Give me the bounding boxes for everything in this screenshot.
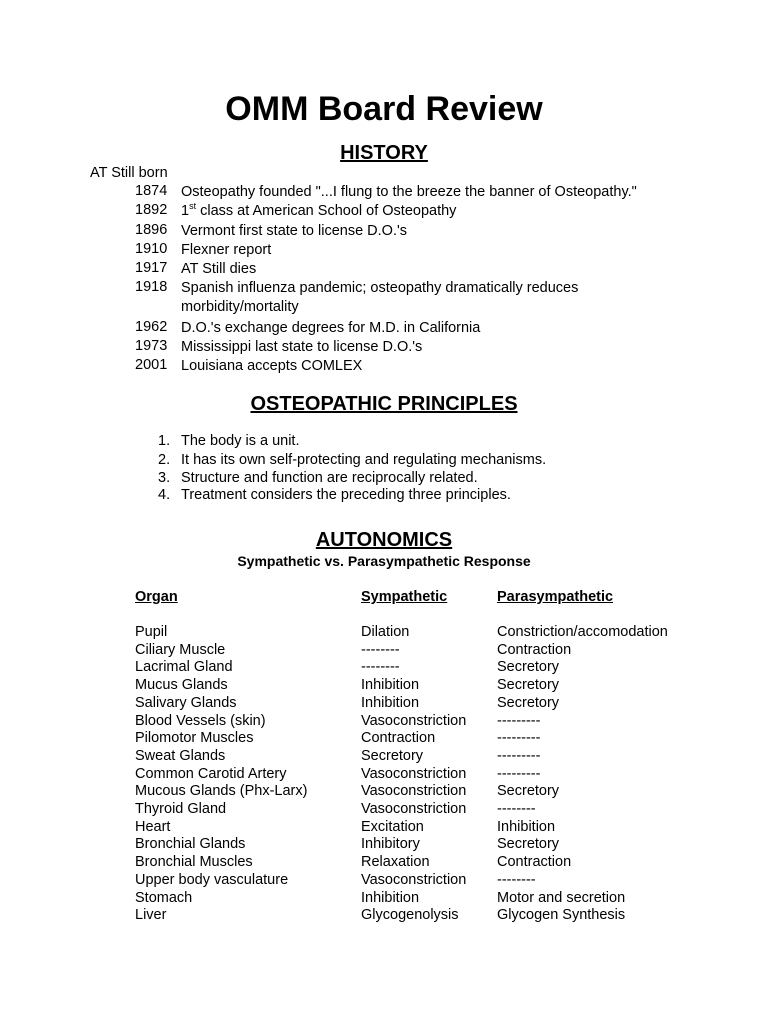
history-text: Louisiana accepts COMLEX bbox=[181, 358, 363, 374]
parasympathetic-cell: Glycogen Synthesis bbox=[497, 907, 626, 924]
organ-cell: Common Carotid Artery bbox=[135, 765, 287, 782]
parasympathetic-cell: --------- bbox=[497, 712, 541, 729]
parasympathetic-cell: Secretory bbox=[497, 783, 560, 800]
organ-cell: Sweat Glands bbox=[135, 747, 226, 764]
column-header-organ: Organ bbox=[135, 589, 178, 605]
page-title: OMM Board Review bbox=[225, 90, 543, 128]
sympathetic-cell: Vasoconstriction bbox=[361, 712, 467, 729]
principle-text: The body is a unit. bbox=[181, 433, 300, 449]
parasympathetic-cell: --------- bbox=[497, 747, 541, 764]
history-text: Osteopathy founded "...I flung to the breeze the banner of Osteopathy." bbox=[181, 184, 637, 200]
sympathetic-cell: Contraction bbox=[361, 730, 436, 747]
organ-cell: Blood Vessels (skin) bbox=[135, 712, 266, 729]
organ-cell: Pupil bbox=[135, 624, 168, 640]
sympathetic-cell: Excitation bbox=[361, 818, 424, 835]
sympathetic-cell: Glycogenolysis bbox=[361, 907, 459, 924]
history-year: 1892 bbox=[135, 202, 168, 218]
history-text: Mississippi last state to license D.O.'s bbox=[181, 339, 423, 355]
organ-cell: Pilomotor Muscles bbox=[135, 730, 254, 747]
history-year: 1962 bbox=[135, 319, 168, 335]
parasympathetic-cell: Secretory bbox=[497, 677, 560, 694]
column-header-parasympathetic: Parasympathetic bbox=[497, 589, 614, 605]
parasympathetic-cell: Contraction bbox=[497, 854, 572, 871]
sympathetic-cell: Secretory bbox=[361, 747, 424, 764]
history-text: Vermont first state to license D.O.'s bbox=[181, 223, 407, 239]
organ-cell: Upper body vasculature bbox=[135, 871, 289, 888]
parasympathetic-cell: --------- bbox=[497, 730, 541, 747]
organ-cell: Lacrimal Gland bbox=[135, 659, 233, 676]
organ-cell: Bronchial Muscles bbox=[135, 854, 253, 871]
parasympathetic-cell: Inhibition bbox=[497, 818, 556, 835]
sympathetic-cell: -------- bbox=[361, 641, 400, 658]
organ-cell: Stomach bbox=[135, 889, 193, 906]
sympathetic-cell: Inhibitory bbox=[361, 836, 420, 853]
organ-cell: Liver bbox=[135, 907, 167, 924]
parasympathetic-cell: Contraction bbox=[497, 641, 572, 658]
history-year: 1918 bbox=[135, 279, 168, 295]
parasympathetic-cell: Secretory bbox=[497, 659, 560, 676]
autonomics-subtitle: Sympathetic vs. Parasympathetic Response bbox=[237, 553, 531, 569]
parasympathetic-cell: Secretory bbox=[497, 694, 560, 711]
principles-heading: OSTEOPATHIC PRINCIPLES bbox=[250, 393, 518, 415]
principle-text: It has its own self-protecting and regulating mechanisms. bbox=[181, 452, 547, 468]
principle-number: 2. bbox=[158, 452, 171, 468]
sympathetic-cell: Inhibition bbox=[361, 694, 420, 711]
sympathetic-cell: Vasoconstriction bbox=[361, 801, 467, 817]
history-text: Spanish influenza pandemic; osteopathy dramatically reduces morbidity/mortality bbox=[181, 280, 579, 315]
principle-number: 1. bbox=[158, 433, 171, 449]
sympathetic-cell: Vasoconstriction bbox=[361, 783, 467, 800]
principle-text: Treatment considers the preceding three principles. bbox=[181, 487, 511, 503]
organ-cell: Salivary Glands bbox=[135, 694, 237, 711]
sympathetic-cell: Relaxation bbox=[361, 854, 430, 871]
organ-cell: Bronchial Glands bbox=[135, 836, 246, 853]
autonomics-heading: AUTONOMICS bbox=[315, 529, 453, 551]
organ-cell: Ciliary Muscle bbox=[135, 641, 226, 658]
sympathetic-cell: -------- bbox=[361, 659, 400, 676]
sympathetic-cell: Vasoconstriction bbox=[361, 871, 467, 888]
parasympathetic-cell: -------- bbox=[497, 801, 536, 817]
principle-number: 3. bbox=[158, 470, 171, 486]
parasympathetic-cell: Secretory bbox=[497, 836, 560, 853]
sympathetic-cell: Inhibition bbox=[361, 889, 420, 906]
organ-cell: Mucus Glands bbox=[135, 677, 228, 694]
principle-text: Structure and function are reciprocally related. bbox=[181, 470, 478, 486]
history-year: 1910 bbox=[135, 241, 168, 257]
history-heading: HISTORY bbox=[340, 142, 428, 164]
history-year: 2001 bbox=[135, 357, 168, 373]
sympathetic-cell: Inhibition bbox=[361, 677, 420, 694]
organ-cell: Mucous Glands (Phx-Larx) bbox=[135, 783, 308, 800]
history-text: 1st class at American School of Osteopathy bbox=[181, 201, 457, 219]
parasympathetic-cell: Constriction/accomodation bbox=[497, 624, 668, 640]
history-intro: AT Still born bbox=[90, 165, 168, 181]
column-header-sympathetic: Sympathetic bbox=[361, 589, 448, 605]
organ-cell: Heart bbox=[135, 818, 171, 835]
organ-cell: Thyroid Gland bbox=[135, 801, 227, 817]
history-text: D.O.'s exchange degrees for M.D. in California bbox=[181, 320, 481, 336]
history-year: 1917 bbox=[135, 260, 168, 276]
principle-number: 4. bbox=[158, 487, 171, 503]
history-text: AT Still dies bbox=[181, 261, 257, 277]
history-year: 1874 bbox=[135, 183, 168, 199]
parasympathetic-cell: Motor and secretion bbox=[497, 889, 626, 906]
history-year: 1896 bbox=[135, 222, 168, 238]
sympathetic-cell: Vasoconstriction bbox=[361, 765, 467, 782]
history-text: Flexner report bbox=[181, 242, 272, 258]
parasympathetic-cell: --------- bbox=[497, 765, 541, 782]
history-year: 1973 bbox=[135, 338, 168, 354]
sympathetic-cell: Dilation bbox=[361, 624, 410, 640]
parasympathetic-cell: -------- bbox=[497, 871, 536, 888]
